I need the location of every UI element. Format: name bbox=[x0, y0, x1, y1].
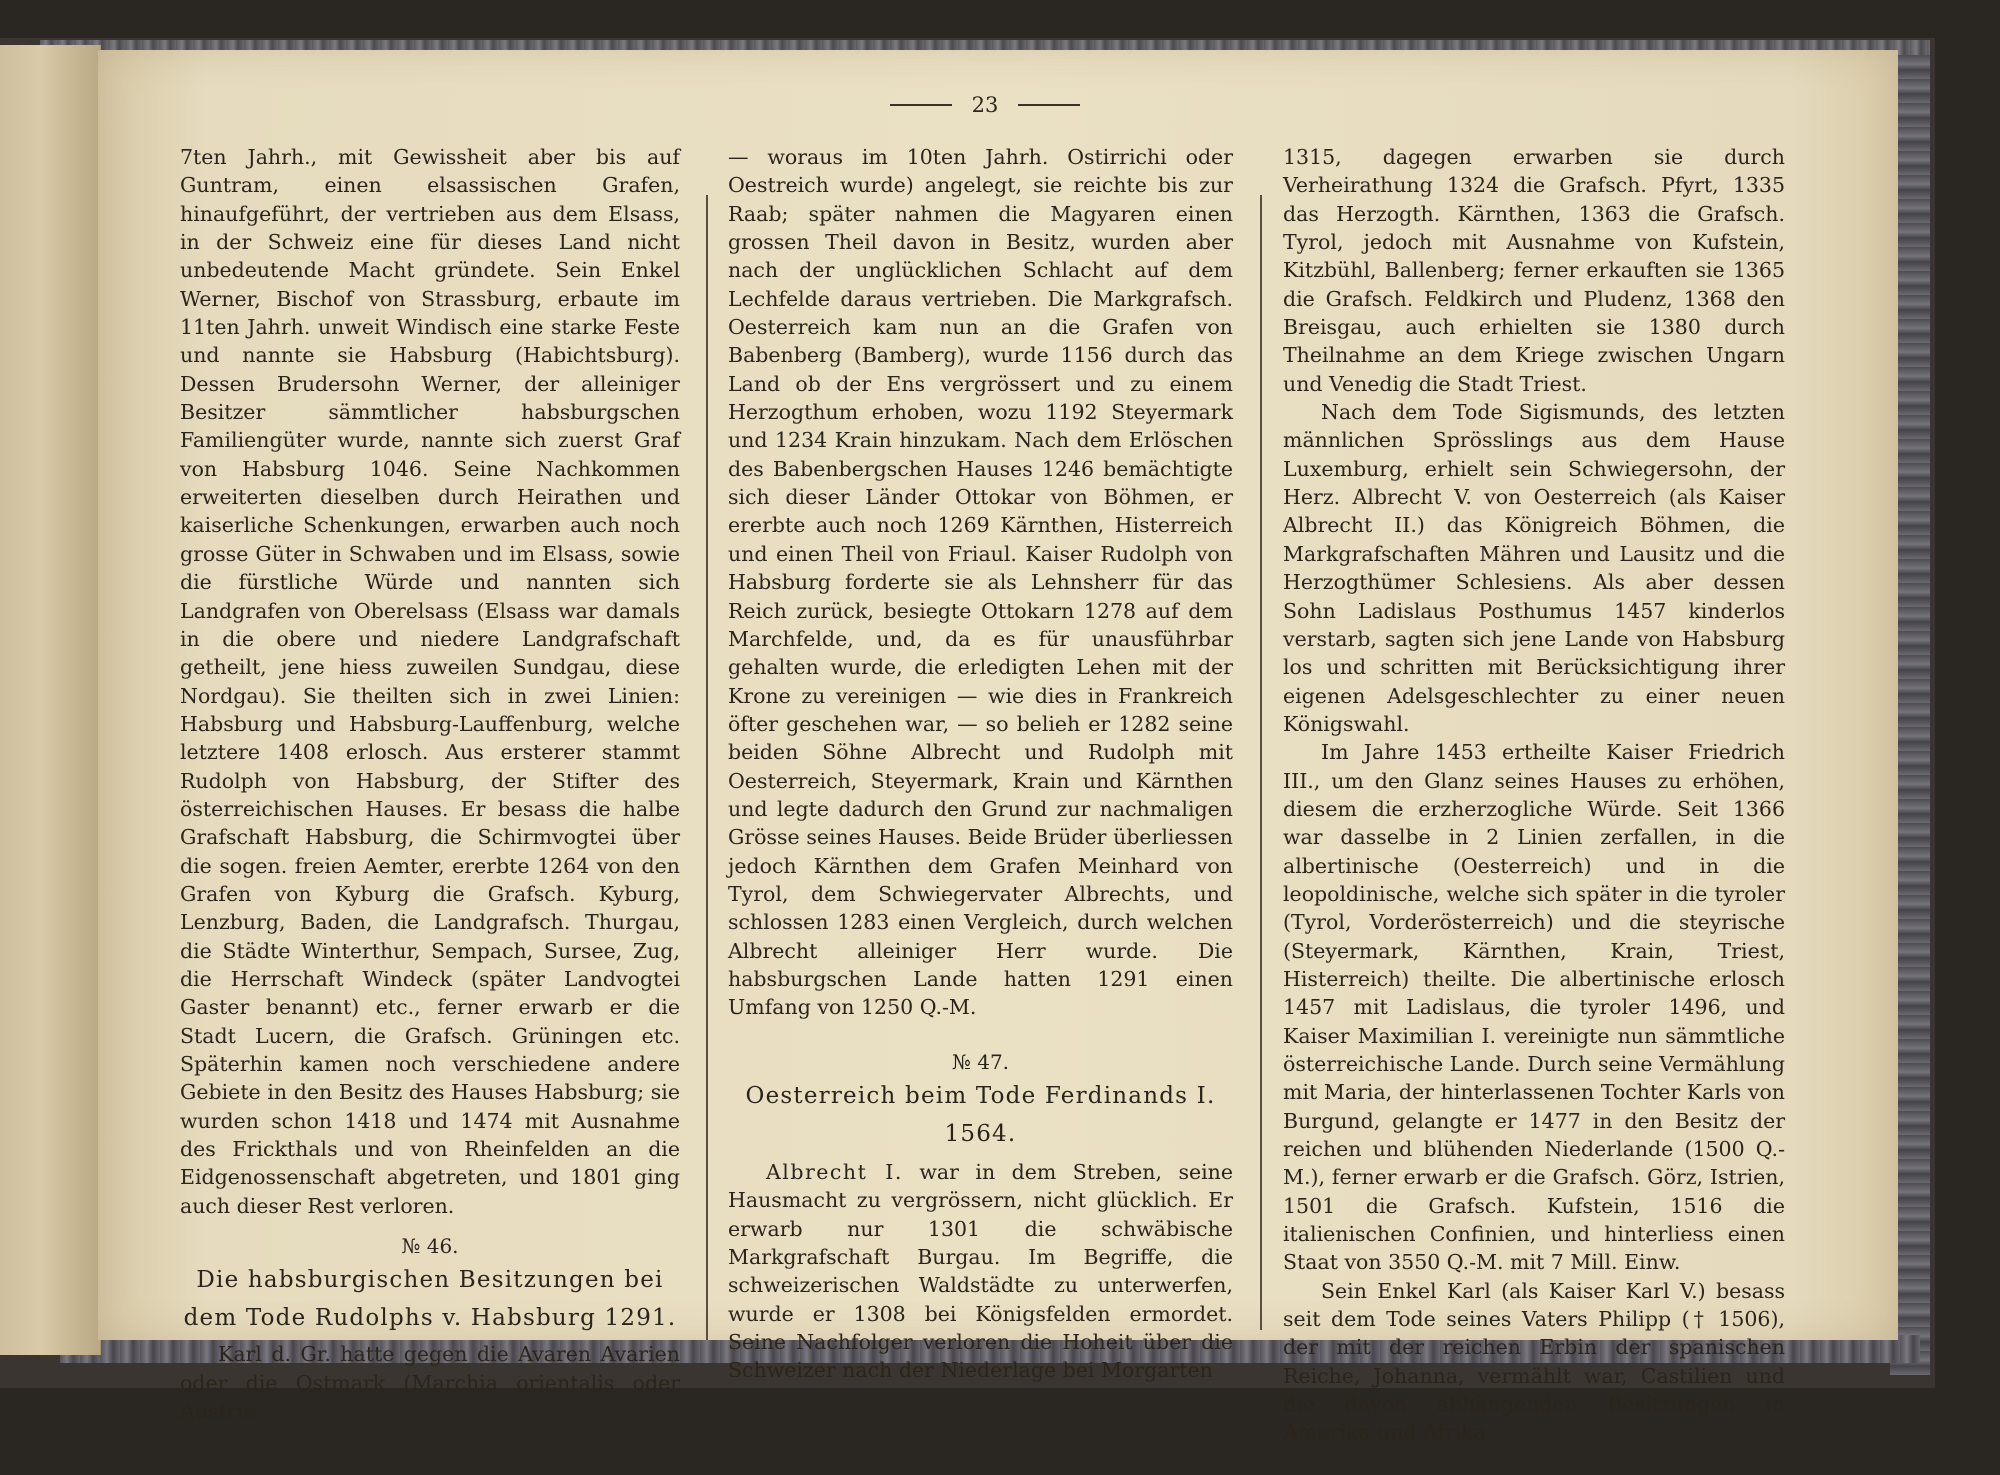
paragraph: 1315, dagegen erwarben sie durch Verheirathung 1324 die Grafsch. Pfyrt, 1335 das Herzogth. Kärnthen, 1363 die Grafsch. Tyrol, jedoch mit Ausnahme von Kufstein, Kitzbühl, Ballenberg; ferner erkauften sie 1365 die Grafsch. Feldkirch und Pludenz, 1368 den Breisgau, auch erhielten sie 1380 durch Theilnahme an dem Kriege zwischen Ungarn und Venedig die Stadt Triest. bbox=[1283, 145, 1785, 396]
section-number: № 47. bbox=[951, 1049, 1010, 1074]
text-column-3 bbox=[1283, 143, 1785, 1475]
page-number-header bbox=[855, 90, 1115, 120]
paragraph-lead: Albrecht I. bbox=[766, 1160, 903, 1184]
section-number: № 46. bbox=[401, 1234, 459, 1259]
text-column-1 bbox=[180, 143, 680, 1475]
section-heading-46 bbox=[180, 1232, 680, 1334]
paragraph bbox=[728, 1158, 1233, 1385]
section-title-line: Oesterreich beim Tode Ferdinands I. bbox=[745, 1083, 1216, 1109]
paragraph: Im Jahre 1453 ertheilte Kaiser Friedrich III., um den Glanz seines Hauses zu erhöhen, diesem die erzherzogliche Würde. Seit 1366 war dasselbe in 2 Linien zerfallen, in die albertinische (Oesterreich) und in die leopoldinische, welche sich später in die tyroler (Tyrol, Vorderösterreich) und die steyrische (Steyermark, Kärnthen, Krain, Triest, Histerreich) theilte. Die albertinische erlosch 1457 mit Ladislaus, die tyroler 1496, und Kaiser Maximilian I. vereinigte nun sämmtliche österreichische Lande. Durch seine Vermählung mit Maria, der hinterlassenen Tochter Karls von Burgund, gelangte er 1477 in den Besitz der reichen und blühenden Niederlande (1500 Q.-M.), ferner erwarb er die Grafsch. Görz, Istrien, 1501 die Grafsch. Kufstein, 1516 die italienischen Confinien, und hinterliess einen Staat von 3550 Q.-M. mit 7 Mill. Einw. bbox=[1283, 740, 1785, 1275]
section-title-line: dem Tode Rudolphs v. Habsburg 1291. bbox=[183, 1305, 677, 1332]
paragraph-body: war in dem Streben, seine Hausmacht zu vergrössern, nicht glücklich. Er erwarb nur 1301 die schwäbische Markgrafschaft Burgau. Im Begriffe, die schweizerischen Waldstädte zu unterwerfen, wurde er 1308 bei Königsfelden ermordet. Seine Nachfolger verloren die Hoheit über die Schweizer nach der Niederlage bei Morgarten bbox=[728, 1160, 1233, 1383]
text-column-2 bbox=[728, 143, 1233, 1475]
header-rule-left bbox=[890, 104, 952, 106]
header-rule-right bbox=[1018, 104, 1080, 106]
paragraph: Nach dem Tode Sigismunds, des letzten männlichen Sprösslings aus dem Hause Luxemburg, erhielt sein Schwiegersohn, der Herz. Albrecht V. von Oesterreich (als Kaiser Albrecht II.) das Königreich Böhmen, die Markgrafschaften Mähren und Lausitz und die Herzogthümer Schlesiens. Als aber dessen Sohn Ladislaus Posthumus 1457 kinderlos verstarb, sagten sich jene Lande von Habsburg los und schritten mit Berücksichtigung ihrer eigenen Adelsgeschlechter zu einer neuen Königswahl. bbox=[1283, 400, 1785, 736]
paragraph: Sein Enkel Karl (als Kaiser Karl V.) besass seit dem Tode seines Vaters Philipp († 1506), der mit der reichen Erbin der spanischen Reiche, Johanna, vermählt war, Castilien und die davon abhängenden Besitzungen in Amerika und Afrika bbox=[1283, 1278, 1785, 1445]
paragraph: 7ten Jahrh., mit Gewissheit aber bis auf Guntram, einen elsassischen Grafen, hinaufgeführt, der vertrieben aus dem Elsass, in der Schweiz eine für dieses Land nicht unbedeutende Macht gründete. Sein Enkel Werner, Bischof von Strassburg, erbaute im 11ten Jahrh. unweit Windisch eine starke Feste und nannte sie Habsburg (Habichtsburg). Dessen Brudersohn Werner, der alleiniger Besitzer sämmtlicher habsburgschen Familiengüter wurde, nannte sich zuerst Graf von Habsburg 1046. Seine Nachkommen erweiterten dieselben durch Heirathen und kaiserliche Schenkungen, erwarben auch noch grosse Güter in Schwaben und im Elsass, sowie die fürstliche Würde und nannten sich Landgrafen von Oberelsass (Elsass war damals in die obere und niedere Landgrafschaft getheilt, jene hiess zuweilen Sundgau, diese Nordgau). Sie theilten sich in zwei Linien: Habsburg und Habsburg-Lauffenburg, welche letztere 1408 erlosch. Aus ersterer stammt Rudolph von Habsburg, der Stifter des österreichischen Hauses. Er besass die halbe Grafschaft Habsburg, die Schirmvogtei über die sogen. freien Aemter, ererbte 1264 von den Grafen von Kyburg die Grafsch. Kyburg, Lenzburg, Baden, die Landgrafsch. Thurgau, die Städte Winterthur, Sempach, Sursee, Zug, die Herrschaft Windeck (später Landvogtei Gaster benannt) etc., ferner erwarb er die Stadt Lucern, die Grafsch. Grüningen etc. Späterhin kamen noch verschiedene andere Gebiete in den Besitz des Hauses Habsburg; sie wurden schon 1418 und 1474 mit Ausnahme des Frickthals und von Rheinfelden an die Eidgenossenschaft abgetreten, und 1801 ging auch dieser Rest verloren. bbox=[180, 145, 680, 1218]
page-number: 23 bbox=[971, 93, 999, 117]
section-title-line: Die habsburgischen Besitzungen bei bbox=[196, 1267, 664, 1294]
section-heading-47 bbox=[728, 1048, 1233, 1150]
column-divider-1 bbox=[706, 195, 708, 1340]
section-title-line: 1564. bbox=[944, 1121, 1017, 1147]
paragraph: Karl d. Gr. hatte gegen die Avaren Avarien oder die Ostmark (Marchia orientalis oder Austria bbox=[180, 1342, 680, 1424]
paragraph: — woraus im 10ten Jahrh. Ostirrichi oder Oestreich wurde) angelegt, sie reichte bis zur Raab; später nahmen die Magyaren einen grossen Theil davon in Besitz, wurden aber nach der unglücklichen Schlacht auf dem Lechfelde daraus vertrieben. Die Markgrafsch. Oesterreich kam nun an die Grafen von Babenberg (Bamberg), wurde 1156 durch das Land ob der Ens vergrössert und zu einem Herzogthum erhoben, wozu 1192 Steyermark und 1234 Krain hinzukam. Nach dem Erlöschen des Babenbergschen Hauses 1246 bemächtigte sich dieser Länder Ottokar von Böhmen, er ererbte auch noch 1269 Kärnthen, Histerreich und einen Theil von Friaul. Kaiser Rudolph von Habsburg forderte sie als Lehnsherr für das Reich zurück, besiegte Ottokarn 1278 auf dem Marchfelde, und, da es für unausführbar gehalten wurde, die erledigten Lehen mit der Krone zu vereinigen — wie dies in Frankreich öfter geschehen war, — so belieh er 1282 seine beiden Söhne Albrecht und Rudolph mit Oesterreich, Steyermark, Krain und Kärnthen und legte dadurch den Grund zur nachmaligen Grösse seines Hauses. Beide Brüder überliessen jedoch Kärnthen dem Grafen Meinhard von Tyrol, dem Schwiegervater Albrechts, und schlossen 1283 einen Vergleich, durch welchen Albrecht alleiniger Herr wurde. Die habsburgschen Lande hatten 1291 einen Umfang von 1250 Q.-M. bbox=[728, 145, 1233, 1020]
column-divider-2 bbox=[1260, 195, 1262, 1330]
left-page-edge bbox=[0, 45, 101, 1355]
